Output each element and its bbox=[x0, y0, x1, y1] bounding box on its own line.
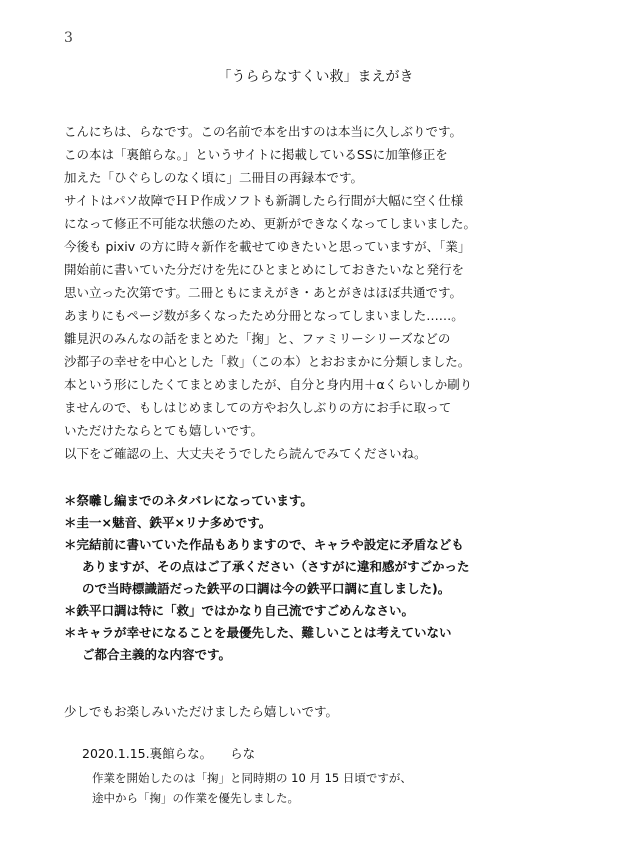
intro-line: 雛見沢のみんなの話をまとめた「掬」と、ファミリーシリーズなどの bbox=[64, 331, 451, 346]
intro-line: になって修正不可能な状態のため、更新ができなくなってしまいました。 bbox=[64, 216, 477, 231]
note-line: ご都合主義的な内容です。 bbox=[82, 647, 232, 662]
closing-line: 少しでもお楽しみいただけましたら嬉しいです。 bbox=[64, 704, 339, 719]
page-number: 3 bbox=[64, 30, 73, 46]
signature-author: らな bbox=[230, 746, 256, 761]
note-item bbox=[64, 490, 614, 512]
intro-line: ませんので、もしはじめましての方やお久しぶりの方にお手に取って bbox=[64, 400, 452, 415]
signature-date-site: 2020.1.15.裏館らな。 bbox=[82, 746, 213, 761]
intro-line: 開始前に書いていた分だけを先にひとまとめにしておきたいなと発行を bbox=[64, 262, 465, 277]
note-line: ＊圭一×魅音、鉄平×リナ多めです。 bbox=[64, 515, 272, 530]
note-line: ＊鉄平口調は特に「救」ではかなり自己流ですごめんなさい。 bbox=[64, 603, 415, 618]
intro-paragraph bbox=[64, 120, 604, 465]
footnote-line: 途中から「掬」の作業を優先しました。 bbox=[92, 791, 299, 805]
intro-line: いただけたならとても嬉しいです。 bbox=[64, 423, 264, 438]
intro-line: あまりにもページ数が多くなったため分冊となってしまいました……。 bbox=[64, 308, 464, 323]
note-line: ＊完結前に書いていた作品もありますので、キャラや設定に矛盾なども bbox=[64, 537, 464, 552]
signature bbox=[82, 744, 255, 762]
notes-list bbox=[64, 490, 614, 666]
intro-line: サイトはパソ故障でＨＰ作成ソフトも新調したら行間が大幅に空く仕様 bbox=[64, 193, 464, 208]
intro-line: こんにちは、らなです。この名前で本を出すのは本当に久しぶりです。 bbox=[64, 124, 463, 139]
note-item bbox=[64, 512, 614, 534]
intro-line: 思い立った次第です。二冊ともにまえがき・あとがきはほぼ共通です。 bbox=[64, 285, 463, 300]
note-line: ので当時標識語だった鉄平の口調は今の鉄平口調に直しました)。 bbox=[82, 581, 451, 596]
footnote-line: 作業を開始したのは「掬」と同時期の 10 月 15 日頃ですが、 bbox=[92, 771, 412, 785]
note-line: ＊キャラが幸せになることを最優先した、難しいことは考えていない bbox=[64, 625, 452, 640]
intro-line: この本は「裏館らな。」というサイトに掲載しているSSに加筆修正を bbox=[64, 147, 448, 162]
intro-line: 加えた「ひぐらしのなく頃に」二冊目の再録本です。 bbox=[64, 170, 364, 185]
note-item bbox=[64, 534, 614, 600]
page-title: 「うららなすくい救」まえがき bbox=[217, 69, 414, 85]
intro-line: 以下をご確認の上、大丈夫そうでしたら読んでみてくださいね。 bbox=[64, 446, 427, 461]
footnote bbox=[92, 768, 412, 808]
note-line: ＊祭囃し編までのネタバレになっています。 bbox=[64, 493, 313, 508]
note-line: ありますが、その点はご了承ください（さすがに違和感がすごかった bbox=[82, 559, 470, 574]
note-item bbox=[64, 622, 614, 666]
intro-line: 沙都子の幸せを中心とした「救」（この本）とおおまかに分類しました。 bbox=[64, 354, 471, 369]
note-item bbox=[64, 600, 614, 622]
intro-line: 今後も pixiv の方に時々新作を載せてゆきたいと思っていますが、「業」 bbox=[64, 239, 471, 254]
intro-line: 本という形にしたくてまとめましたが、自分と身内用＋αくらいしか刷り bbox=[64, 377, 473, 392]
